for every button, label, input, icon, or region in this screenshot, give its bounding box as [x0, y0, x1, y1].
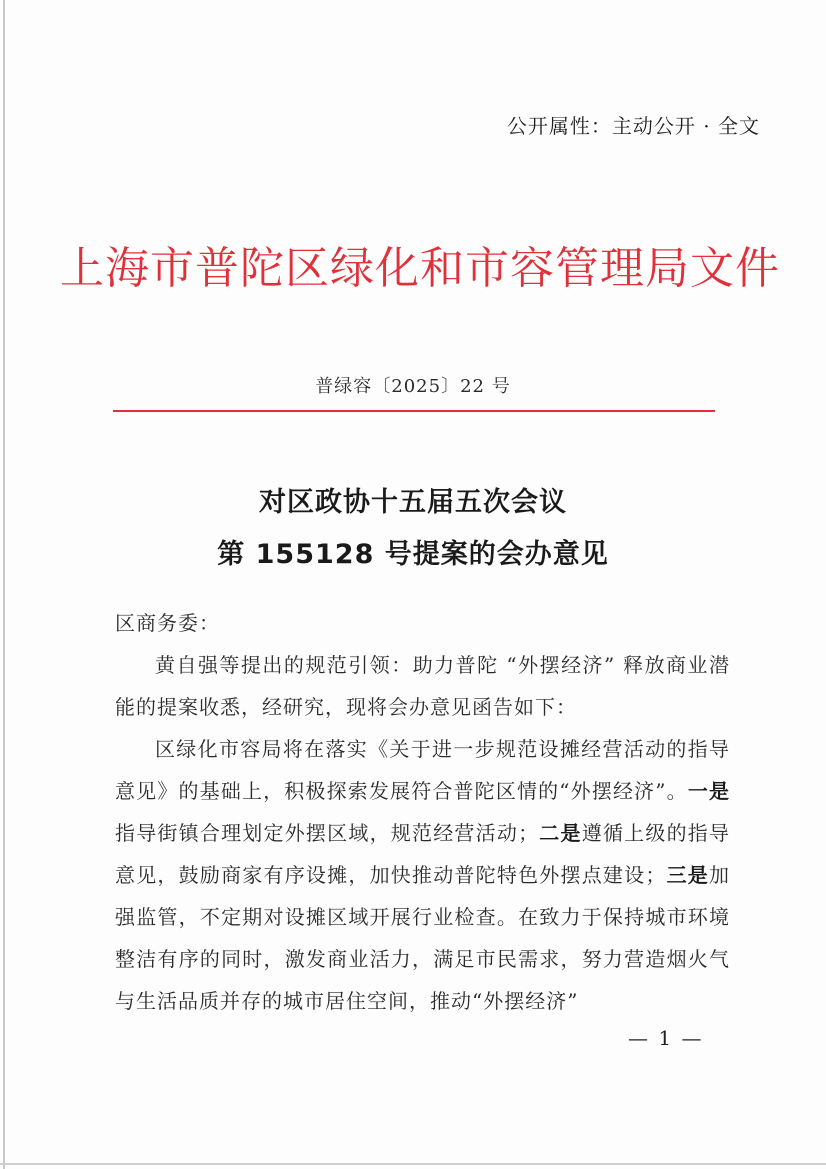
item-1-text: 指导街镇合理划定外摆区域，规范经营活动；: [115, 821, 540, 845]
salutation: 区商务委：: [115, 611, 220, 635]
item-3-text: 加强监管，不定期对设摊区域开展行业检查。在致力于保持城市环境整洁有序的同时，激发商业活力，满足市民需求，努力营造烟火气与生活品质并存的城市居住空间，推动“外摆经济”: [115, 863, 731, 1013]
page-number: — 1 —: [628, 1026, 704, 1050]
item-1-label: 一是: [687, 779, 731, 803]
disclosure-attribute: 公开属性：主动公开 · 全文: [506, 114, 760, 138]
paragraph-2: [115, 728, 730, 1022]
item-2-label: 二是: [539, 821, 582, 845]
document-body: [115, 602, 730, 1022]
scan-edge-left: [3, 0, 5, 1169]
red-separator-line: [113, 410, 715, 412]
document-number: 普绿容〔2025〕22 号: [315, 376, 511, 397]
document-title-line-1: 对区政协十五届五次会议: [259, 487, 567, 518]
item-2-text: 遵循上级的指导意见，鼓励商家有序设摊，加快推动普陀特色外摆点建设；: [115, 821, 731, 887]
paragraph-2-intro: 区绿化市容局将在落实《关于进一步规范设摊经营活动的指导意见》的基础上，积极探索发展符合普陀区情的“外摆经济”。: [115, 737, 730, 803]
scan-edge-bottom: [0, 1163, 826, 1165]
paragraph-1: 黄自强等提出的规范引领：助力普陀 “外摆经济” 释放商业潜能的提案收悉，经研究，现将会办意见函告如下：: [115, 653, 730, 719]
item-3-label: 三是: [666, 863, 710, 887]
document-title-line-2: 第 155128 号提案的会办意见: [217, 539, 609, 570]
issuing-authority-header: 上海市普陀区绿化和市容管理局文件: [60, 243, 780, 294]
